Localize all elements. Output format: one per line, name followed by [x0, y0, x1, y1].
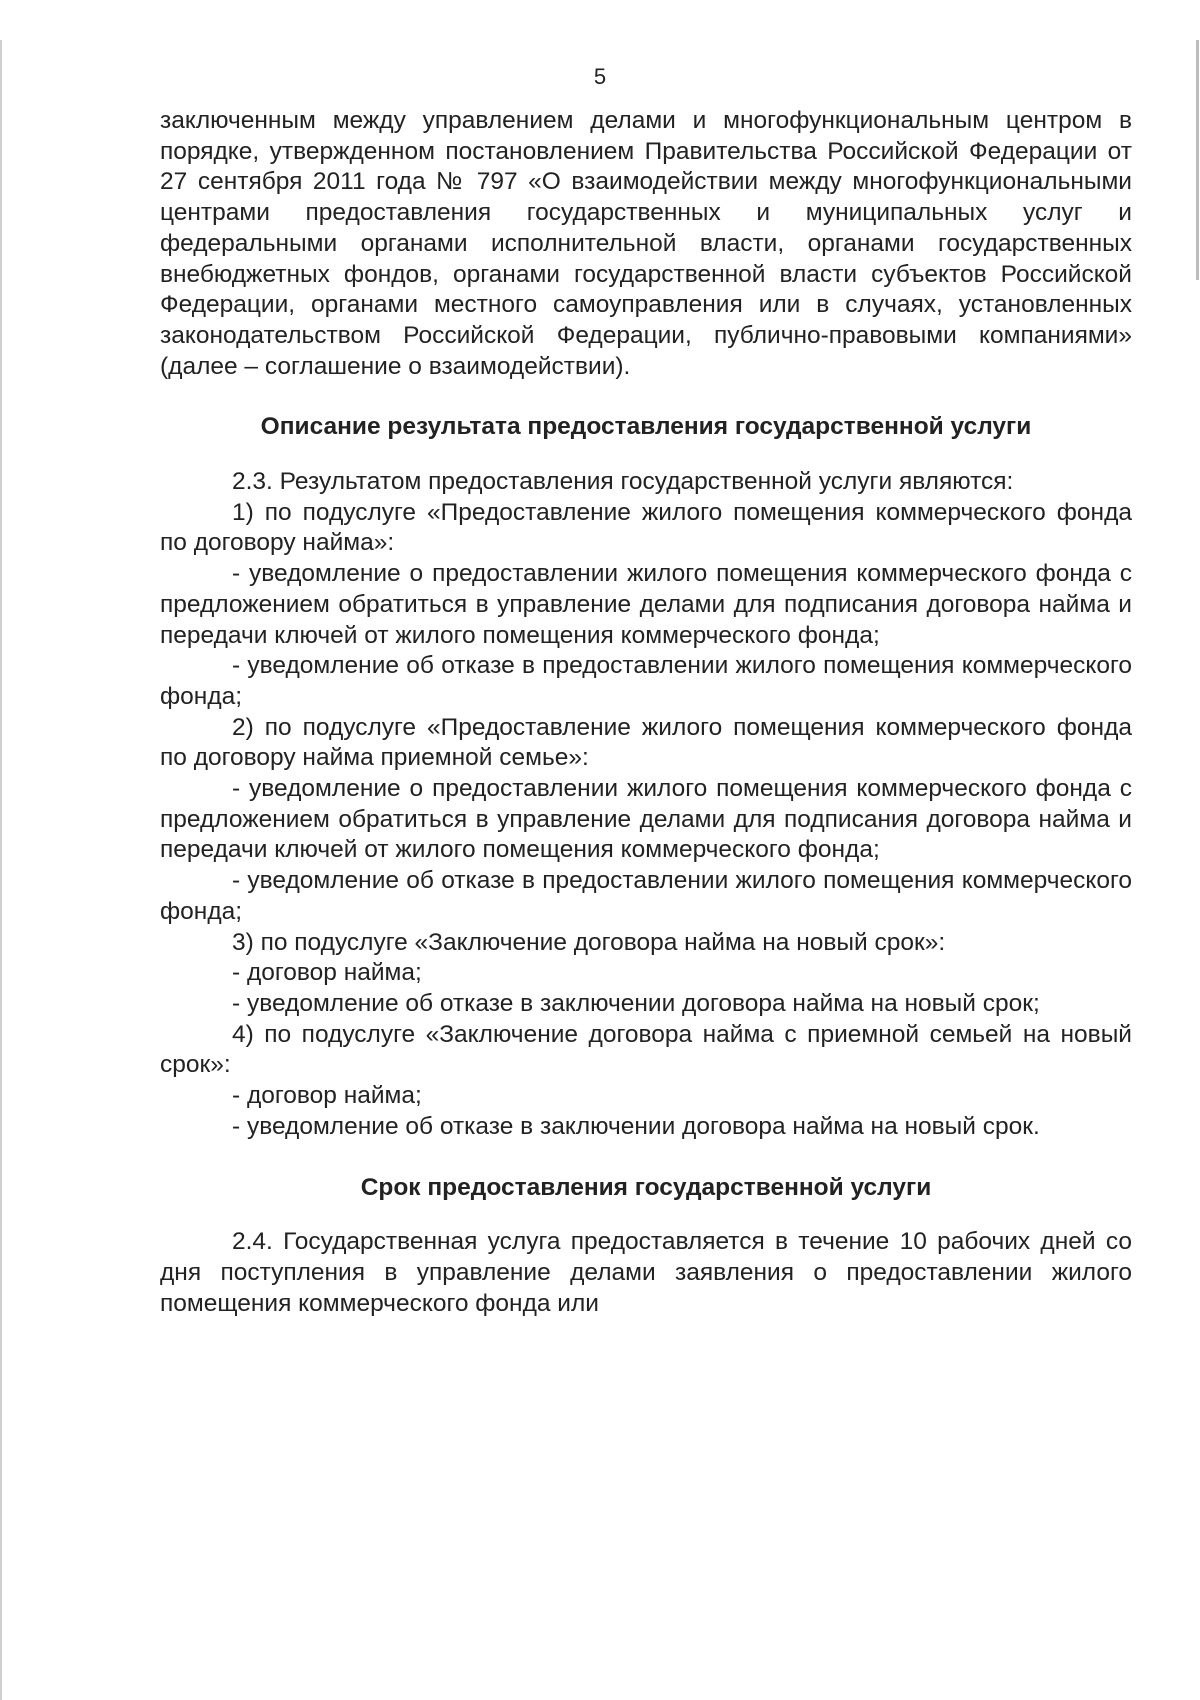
list-item-notice-provision: - уведомление о предоставлении жилого помещения коммерческого фонда с предложением обратиться в управление делами для подписания договора найма и передачи ключей от жилого помещения коммерческого фонда;: [160, 775, 1132, 864]
list-item-contract: - договор найма;: [232, 959, 422, 987]
list-item-notice-refusal-contract: - уведомление об отказе в заключении договора найма на новый срок;: [232, 989, 1040, 1017]
section-heading-term: Срок предоставления государственной услуги: [360, 1173, 932, 1201]
list-item-subservice-4: 4) по подуслуге «Заключение договора найма с приемной семьей на новый срок»:: [160, 1020, 1132, 1079]
list-item-subservice-3: 3) по подуслуге «Заключение договора найма на новый срок»:: [232, 928, 946, 956]
list-item-subservice-1: 1) по подуслуге «Предоставление жилого помещения коммерческого фонда по договору найма»:: [160, 498, 1132, 557]
paragraph-2-4: 2.4. Государственная услуга предоставляется в течение 10 рабочих дней со дня поступления в управление делами заявления о предоставлении жилого помещения коммерческого фонда или: [160, 1228, 1132, 1317]
list-item-notice-refusal-contract: - уведомление об отказе в заключении договора найма на новый срок.: [232, 1112, 1040, 1140]
scan-edge-left: [0, 40, 2, 1700]
paragraph-2-3: 2.3. Результатом предоставления государственной услуги являются:: [232, 468, 1014, 496]
list-item-subservice-2: 2) по подуслуге «Предоставление жилого помещения коммерческого фонда по договору найма приемной семье»:: [160, 713, 1132, 772]
section-heading-result: Описание результата предоставления государственной услуги: [260, 413, 1032, 441]
list-item-notice-provision: - уведомление о предоставлении жилого помещения коммерческого фонда с предложением обратиться в управление делами для подписания договора найма и передачи ключей от жилого помещения коммерческого фонда;: [160, 560, 1132, 649]
list-item-notice-refusal: - уведомление об отказе в предоставлении жилого помещения коммерческого фонда;: [160, 652, 1132, 710]
paragraph-agreement: заключенным между управлением делами и многофункциональным центром в порядке, утвержденном постановлением Правительства Российской Федерации от 27 сентября 2011 года № 797 «О взаимодействии между многофункциональными центрами предоставления государственных и муниципальных услуг и федеральными органами исполнительной власти, органами государственных внебюджетных фондов, органами государственной власти субъектов Российской Федерации, органами местного самоуправления или в случаях, установленных законодательством Российской Федерации, публично-правовыми компаниями» (далее – соглашение о взаимодействии).: [160, 107, 1132, 380]
list-item-notice-refusal: - уведомление об отказе в предоставлении жилого помещения коммерческого фонда;: [160, 867, 1132, 925]
page-number: 5: [593, 64, 607, 89]
list-item-contract: - договор найма;: [232, 1082, 422, 1110]
document-body: [160, 106, 1132, 1319]
